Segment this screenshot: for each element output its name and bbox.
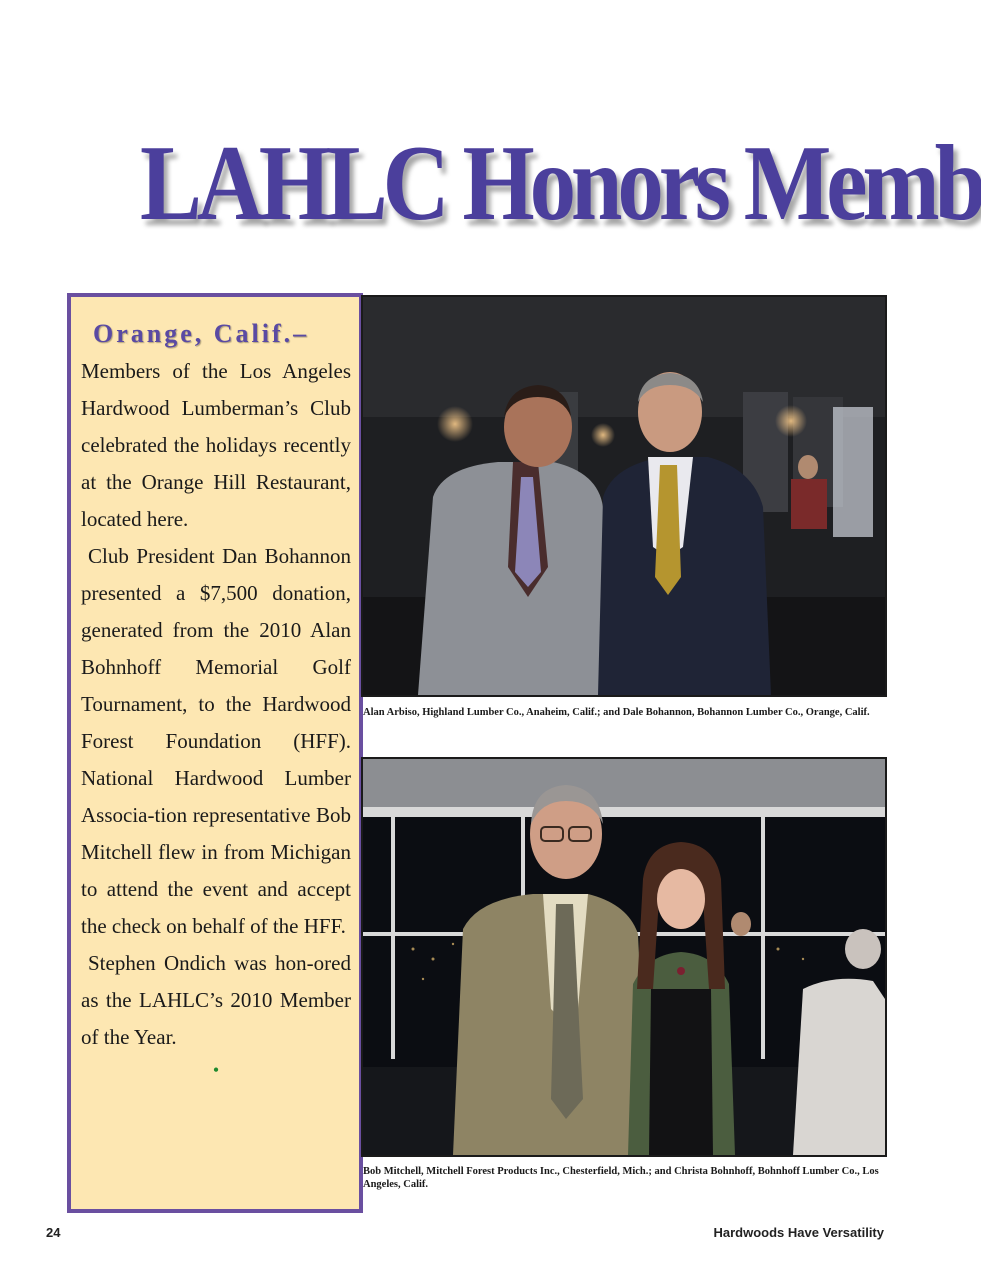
photo-2-caption: Bob Mitchell, Mitchell Forest Products Inc., Chesterfield, Mich.; and Christa Bohnhoff, Bohnhoff Lumber Co., Los Angeles, Calif.: [363, 1166, 879, 1190]
paragraph-2: Club President Dan Bohannon presented a $7,500 donation, generated from the 2010 Alan Bohnhoff Memorial Golf Tournament, to the Hardwood Forest Foundation (HFF). National Hardwood Lumber Associa-tion representative Bob Mitchell flew in from Michigan to attend the event and accept the check on behalf of the HFF.: [81, 544, 351, 938]
paragraph-1: Members of the Los Angeles Hardwood Lumberman’s Club celebrated the holidays recently at the Orange Hill Restaurant, located here.: [81, 359, 351, 531]
photo-1-caption: Alan Arbiso, Highland Lumber Co., Anaheim, Calif.; and Dale Bohannon, Bohannon Lumber Co., Orange, Calif.: [363, 707, 870, 718]
photo-1-illustration: [363, 297, 885, 695]
photo-arbiso-bohannon: [361, 295, 887, 697]
photo-mitchell-bohnhoff: [361, 757, 887, 1157]
article-sidebar: [67, 293, 363, 1213]
dateline: Orange, Calif.–: [93, 319, 310, 348]
article-headline: LAHLC Honors Memb: [140, 124, 981, 243]
page-number: 24: [46, 1225, 61, 1240]
section-name: Hardwoods Have Versatility: [713, 1225, 884, 1240]
paragraph-3: Stephen Ondich was hon-ored as the LAHLC’s 2010 Member of the Year.: [81, 951, 351, 1049]
end-mark: •: [212, 1060, 220, 1080]
photo-2-illustration: [363, 759, 885, 1155]
